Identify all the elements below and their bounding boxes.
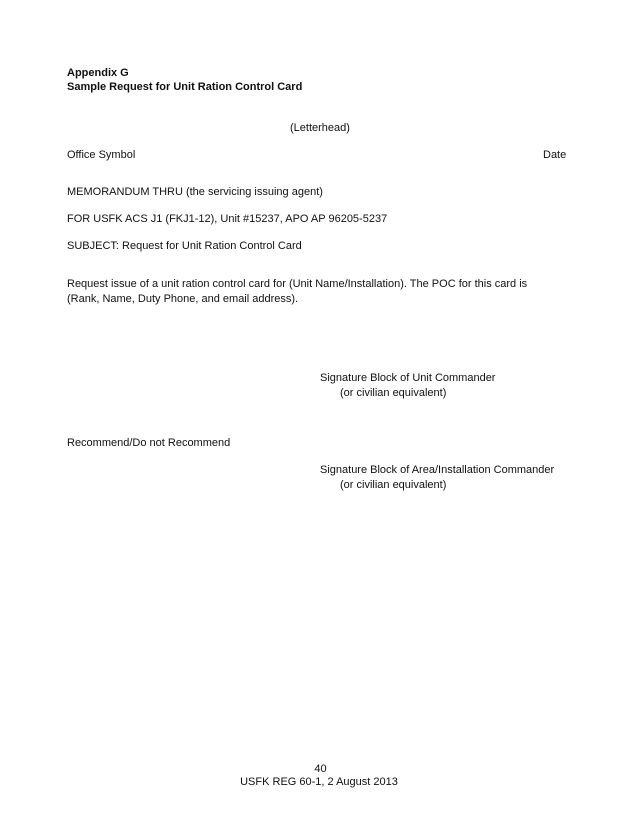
signature-area-line-1: Signature Block of Area/Installation Commander bbox=[320, 464, 555, 476]
date-label: Date bbox=[543, 149, 567, 161]
signature-unit-line-2: (or civilian equivalent) bbox=[340, 387, 447, 399]
letterhead: (Letterhead) bbox=[290, 122, 350, 134]
recommend-line: Recommend/Do not Recommend bbox=[67, 437, 231, 449]
regulation-footer: USFK REG 60-1, 2 August 2013 bbox=[240, 776, 398, 788]
page-footer bbox=[0, 763, 638, 788]
subject-line: SUBJECT: Request for Unit Ration Control Card bbox=[67, 240, 302, 252]
signature-unit-line-1: Signature Block of Unit Commander bbox=[320, 372, 496, 384]
office-symbol: Office Symbol bbox=[67, 149, 136, 161]
memorandum-thru: MEMORANDUM THRU (the servicing issuing agent) bbox=[67, 186, 323, 198]
page-number: 40 bbox=[314, 763, 327, 775]
appendix-title: Appendix G bbox=[67, 67, 129, 79]
body-line-2: (Rank, Name, Duty Phone, and email address). bbox=[67, 293, 299, 305]
memorandum-for: FOR USFK ACS J1 (FKJ1-12), Unit #15237, APO AP 96205-5237 bbox=[67, 213, 388, 225]
signature-area-line-2: (or civilian equivalent) bbox=[340, 479, 447, 491]
appendix-subtitle: Sample Request for Unit Ration Control Card bbox=[67, 81, 303, 93]
body-line-1: Request issue of a unit ration control card for (Unit Name/Installation). The POC for this card is bbox=[67, 278, 528, 290]
